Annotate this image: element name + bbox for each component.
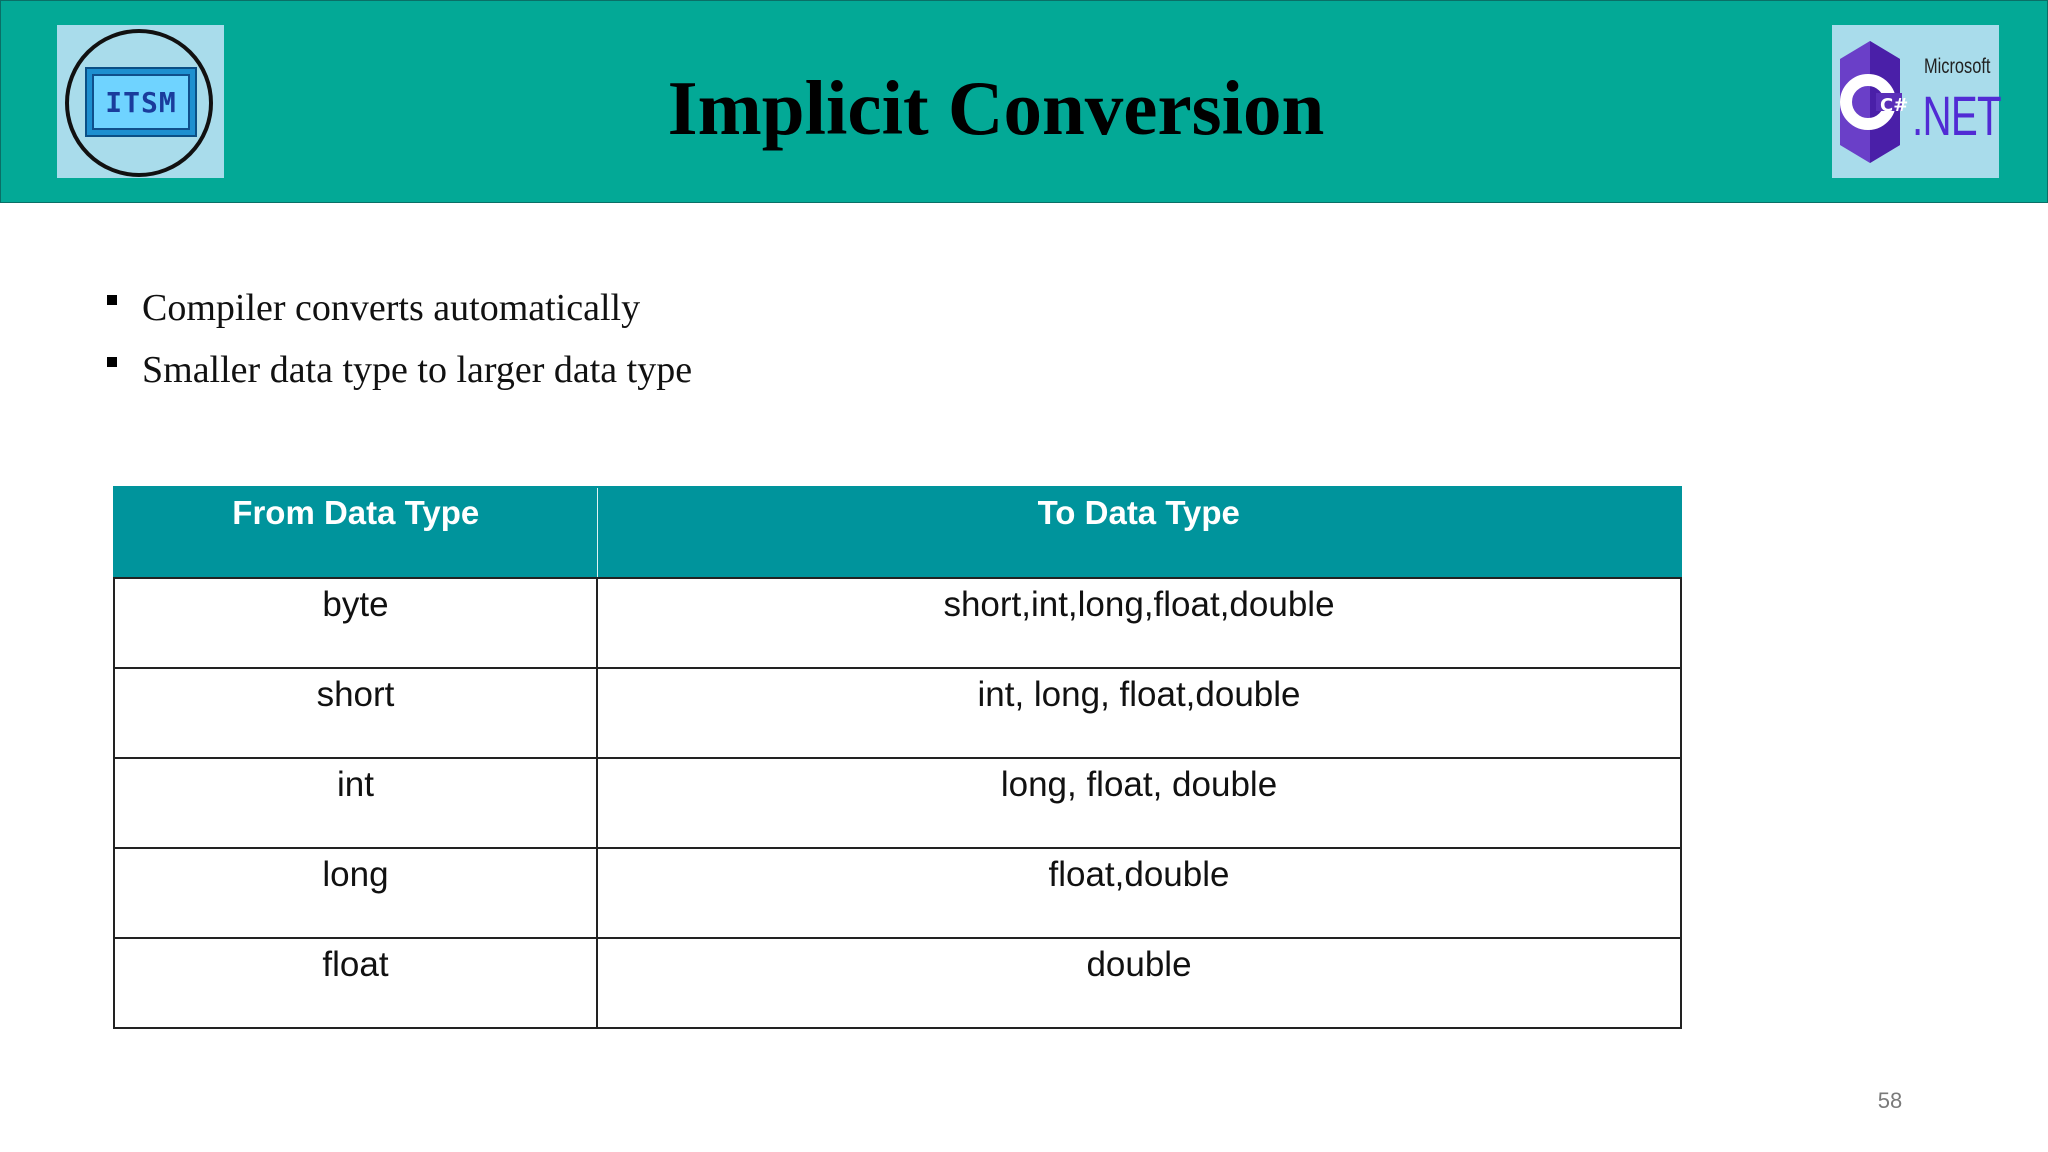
slide-title: Implicit Conversion [667,65,1325,151]
table-row [114,668,1681,758]
dotnet-label: .NET [1912,84,2001,147]
bullet-text: Smaller data type to larger data type [142,349,693,391]
from-cell: byte [114,578,597,668]
table-row [114,938,1681,1028]
table-row [114,848,1681,938]
microsoft-label: Microsoft [1924,55,1991,78]
header-to: To Data Type [597,487,1681,578]
bullet-item [104,346,692,408]
to-cell: float,double [597,848,1681,938]
from-cell: int [114,758,597,848]
to-cell: double [597,938,1681,1028]
bullet-item [104,284,692,346]
bullet-square-icon [107,295,117,305]
header-from: From Data Type [114,487,597,578]
bullet-list [104,284,692,408]
csharp-icon [1836,37,1909,167]
bullet-square-icon [107,357,117,367]
csharp-glyph: C# [1880,95,1909,116]
dotnet-logo [1832,25,1999,178]
logo-text: ITSM [92,74,190,130]
to-cell: short,int,long,float,double [597,578,1681,668]
to-cell: int, long, float,double [597,668,1681,758]
to-cell: long, float, double [597,758,1681,848]
header-bar [0,0,2048,203]
bullet-text: Compiler converts automatically [142,287,641,329]
from-cell: float [114,938,597,1028]
from-cell: short [114,668,597,758]
conversion-table [113,486,1682,1029]
table-row [114,578,1681,668]
table-row [114,758,1681,848]
page-number: 58 [1877,1088,1903,1113]
table-header-row [114,487,1681,578]
from-cell: long [114,848,597,938]
